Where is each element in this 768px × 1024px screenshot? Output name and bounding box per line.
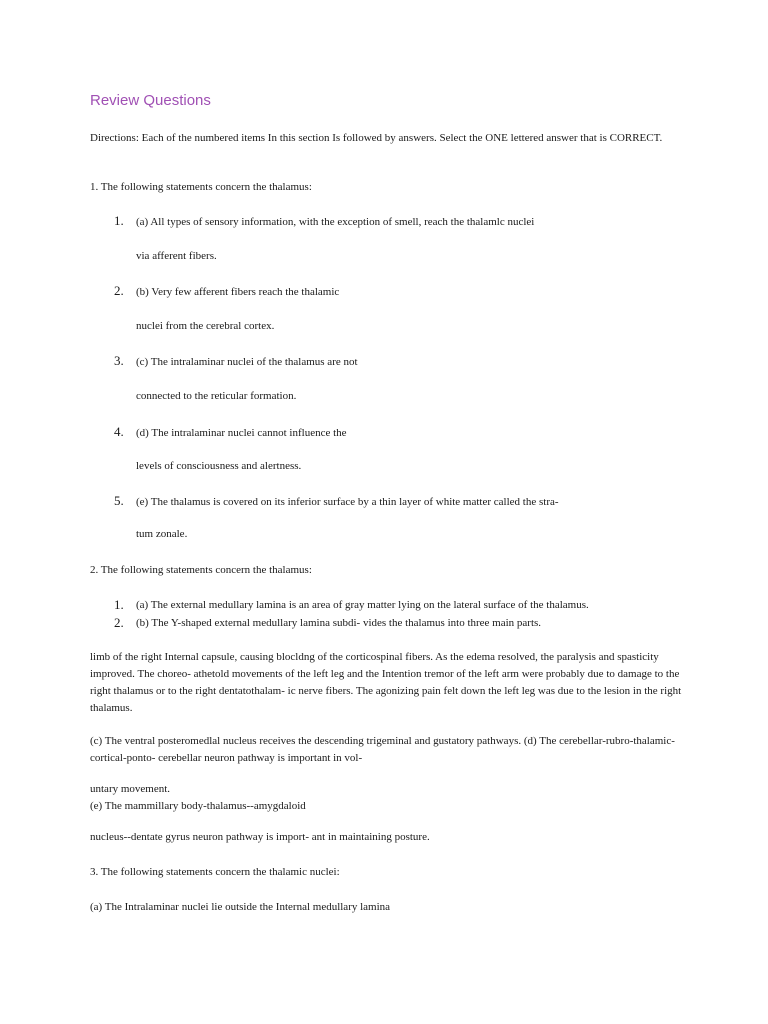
q2-item-2-number: 2. [114,615,124,630]
q1-item-5-number: 5. [114,493,124,508]
q1-item-4-number: 4. [114,424,124,439]
q1-item-2-number: 2. [114,283,124,298]
q2-item-1-text: (a) The external medullary lamina is an area of gray matter lying on the lateral surface of the thalamus. [136,599,589,611]
q1-item-2-text: (b) Very few afferent fibers reach the thalamic [136,286,340,298]
q1-item-1-number: 1. [114,213,124,228]
q1-item-5-text: (e) The thalamus is covered on its inferior surface by a thin layer of white matter called the stra- [136,496,559,508]
q2-option-e-continuation: nucleus--dentate gyrus neuron pathway is import- ant in maintaining posture. [90,831,430,843]
q1-item-2-continuation: nuclei from the cerebral cortex. [136,320,275,332]
q2-item-2-text: (b) The Y-shaped external medullary lamina subdi- vides the thalamus into three main parts. [136,617,542,629]
question-1-stem: 1. The following statements concern the thalamus: [90,181,312,193]
q2-option-e: (e) The mammillary body-thalamus--amygdaloid [90,800,306,812]
q1-item-1-text: (a) All types of sensory information, with the exception of smell, reach the thalamlc nuclei [136,216,535,228]
q1-item-1-continuation: via afferent fibers. [136,250,217,262]
q1-item-3-continuation: connected to the reticular formation. [136,390,297,402]
q1-item-4-continuation: levels of consciousness and alertness. [136,460,302,472]
q1-item-3-number: 3. [114,353,124,368]
q2-item-1-number: 1. [114,597,124,612]
directions-text: Directions: Each of the numbered items In this section Is followed by answers. Select the ONE lettered answer that is CORRECT. [90,132,663,144]
q1-item-4-text: (d) The intralaminar nuclei cannot influence the [136,427,347,439]
case-paragraph: limb of the right Internal capsule, causing blocldng of the corticospinal fibers. As the edema resolved, the paralysis and spasticity improved. The choreo- athetold movements of the left leg and the Intention tremor of the left arm were probably due to damage to the right thalamus or to the right dentatothalam- ic nerve fibers. The agonizing pain felt down the left leg was due to the lesion in the right thalamus. [90,651,682,714]
q3-option-a: (a) The Intralaminar nuclei lie outside the Internal medullary lamina [90,901,391,913]
section-heading: Review Questions [90,92,211,109]
q2-option-d-continuation: untary movement. [90,783,171,795]
question-3-stem: 3. The following statements concern the thalamic nuclei: [90,866,340,878]
question-2-stem: 2. The following statements concern the thalamus: [90,564,312,576]
q2-option-c: (c) The ventral posteromedlal nucleus receives the descending trigeminal and gustatory pathways. (d) The cerebellar-rubro-thalamic-cortical-ponto- cerebellar neuron pathway is important in vol- [90,735,675,764]
q1-item-3-text: (c) The intralaminar nuclei of the thalamus are not [136,356,358,368]
q1-item-5-continuation: tum zonale. [136,528,188,540]
